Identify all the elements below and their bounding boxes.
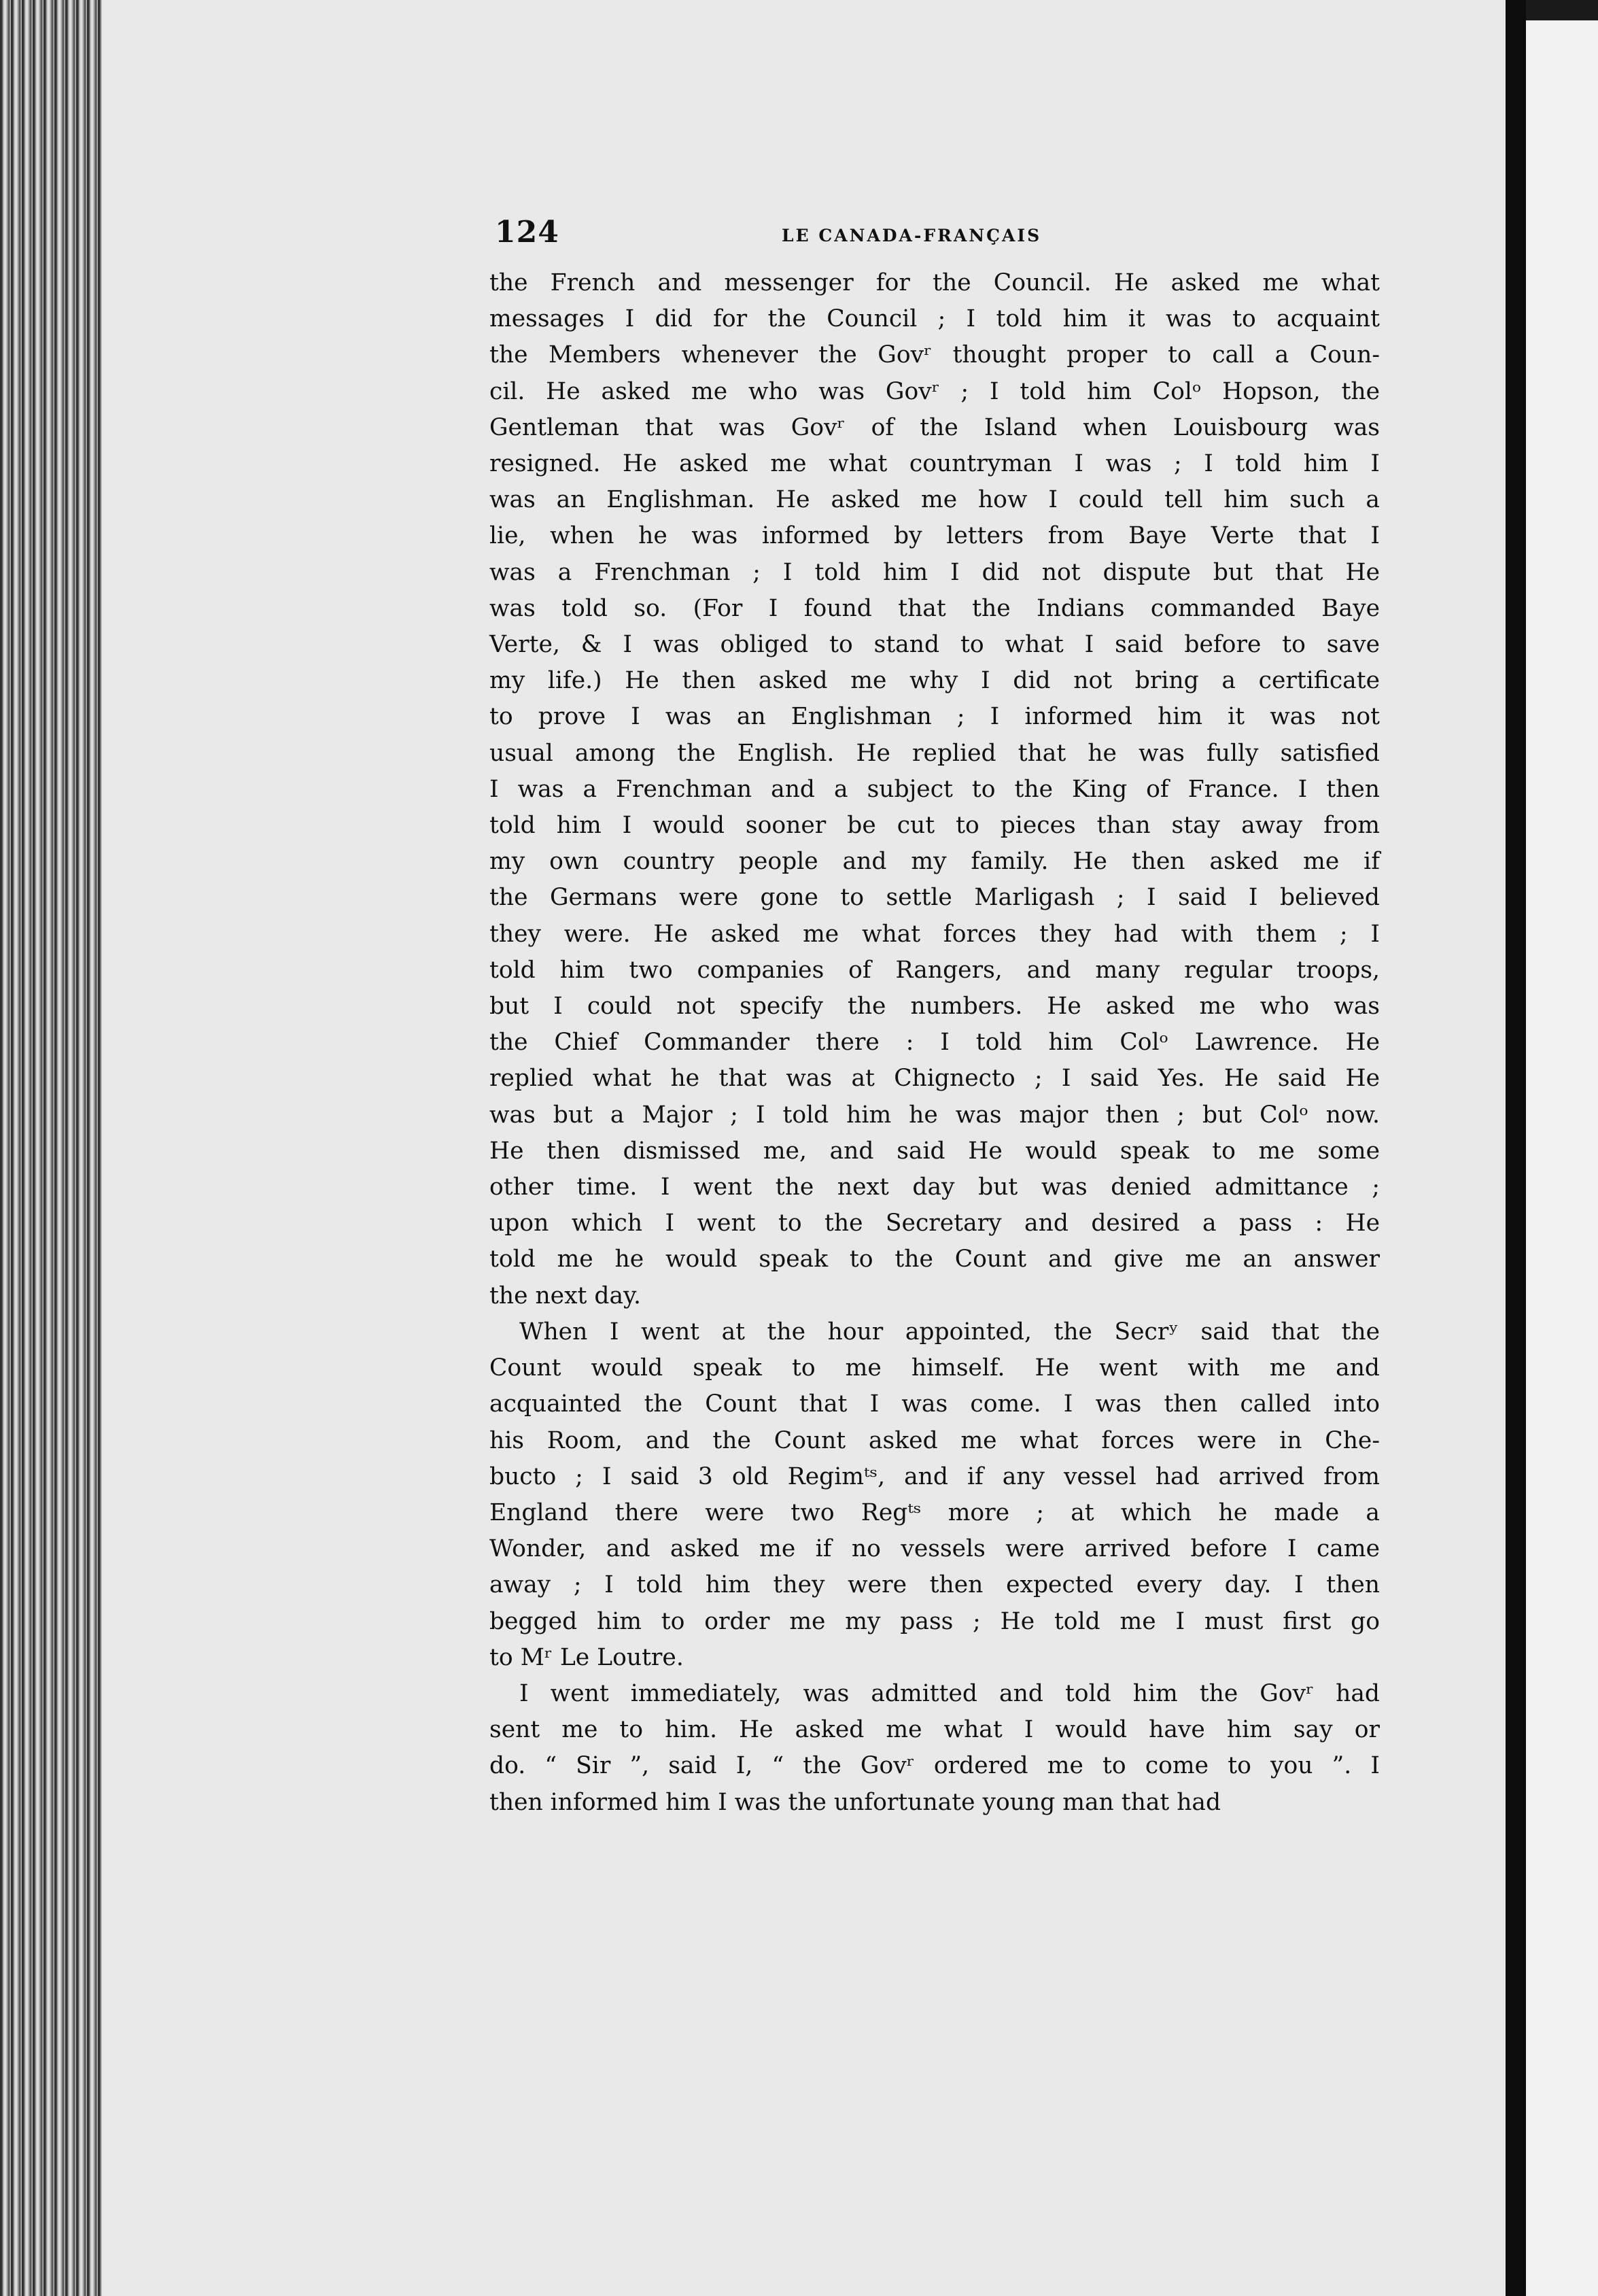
text-line: to prove I was an Englishman ; I informed him it was not	[489, 703, 1380, 731]
right-gutter-shadow	[1506, 0, 1526, 2296]
text-line: begged him to order me my pass ; He told me I must first go	[489, 1607, 1380, 1635]
text-line: told him two companies of Rangers, and many regular troops,	[489, 956, 1380, 984]
text-line: they were. He asked me what forces they had with them ; I	[489, 920, 1380, 948]
text-line: replied what he that was at Chignecto ; I said Yes. He said He	[489, 1065, 1380, 1093]
text-line: other time. I went the next day but was denied admittance ;	[489, 1173, 1380, 1201]
text-line: do. “ Sir ”, said I, “ the Govʳ ordered me to come to you ”. I	[489, 1752, 1380, 1780]
book-page-edges	[0, 0, 112, 2296]
text-line: Verte, & I was obliged to stand to what I said before to save	[489, 631, 1380, 659]
text-line: the Germans were gone to settle Marligash ; I said I believed	[489, 884, 1380, 912]
text-line: was an Englishman. He asked me how I could tell him such a	[489, 486, 1380, 514]
text-line: I was a Frenchman and a subject to the King of France. I then	[489, 775, 1380, 803]
text-line: upon which I went to the Secretary and desired a pass : He	[489, 1210, 1380, 1237]
paragraph	[489, 1676, 1380, 1821]
text-line: his Room, and the Count asked me what forces were in Che-	[489, 1426, 1380, 1454]
text-line: the Members whenever the Govʳ thought proper to call a Coun-	[489, 341, 1380, 369]
text-line: was told so. (For I found that the Indians commanded Baye	[489, 594, 1380, 622]
text-line: resigned. He asked me what countryman I was ; I told him I	[489, 450, 1380, 478]
text-line: England there were two Regᵗˢ more ; at which he made a	[489, 1498, 1380, 1526]
text-line: lie, when he was informed by letters from Baye Verte that I	[489, 522, 1380, 550]
text-line: Wonder, and asked me if no vessels were arrived before I came	[489, 1535, 1380, 1563]
text-line: Gentleman that was Govʳ of the Island when Louisbourg was	[489, 413, 1380, 441]
text-line: usual among the English. He replied that he was fully satisfied	[489, 739, 1380, 767]
page-text-block	[489, 211, 1380, 1821]
text-line: the next day.	[489, 1282, 641, 1309]
text-line: told him I would sooner be cut to pieces than stay away from	[489, 812, 1380, 840]
text-line: sent me to him. He asked me what I would have him say or	[489, 1716, 1380, 1744]
running-head: LE CANADA-FRANÇAIS	[782, 226, 1042, 245]
text-line: acquainted the Count that I was come. I was then called into	[489, 1390, 1380, 1418]
text-line: He then dismissed me, and said He would speak to me some	[489, 1137, 1380, 1165]
text-line: messages I did for the Council ; I told him it was to acquaint	[489, 305, 1380, 333]
text-line: I went immediately, was admitted and told him the Govʳ had	[519, 1679, 1380, 1707]
text-line: then informed him I was the unfortunate young man that had	[489, 1788, 1221, 1816]
text-line: told me he would speak to the Count and give me an answer	[489, 1246, 1380, 1273]
text-line: cil. He asked me who was Govʳ ; I told him Colᵒ Hopson, the	[489, 377, 1380, 405]
text-line: the Chief Commander there : I told him Colᵒ Lawrence. He	[489, 1029, 1380, 1057]
text-line: away ; I told him they were then expected every day. I then	[489, 1571, 1380, 1599]
text-line: bucto ; I said 3 old Regimᵗˢ, and if any vessel had arrived from	[489, 1462, 1380, 1490]
text-line: was a Frenchman ; I told him I did not dispute but that He	[489, 558, 1380, 586]
text-line: my life.) He then asked me why I did not bring a certificate	[489, 667, 1380, 695]
text-line: When I went at the hour appointed, the Secrʸ said that the	[519, 1318, 1380, 1346]
text-line: was but a Major ; I told him he was major then ; but Colᵒ now.	[489, 1101, 1380, 1129]
facing-page-top-shadow	[1526, 0, 1598, 20]
text-line: the French and messenger for the Council. He asked me what	[489, 269, 1380, 296]
text-line: but I could not specify the numbers. He asked me who was	[489, 993, 1380, 1021]
facing-page-edge	[1526, 0, 1598, 2296]
text-line: to Mʳ Le Loutre.	[489, 1643, 684, 1671]
text-line: my own country people and my family. He then asked me if	[489, 848, 1380, 876]
paragraph	[489, 265, 1380, 1314]
page-number: 124	[495, 215, 559, 250]
body-text	[489, 265, 1380, 1821]
page-header	[489, 211, 1380, 265]
paragraph	[489, 1314, 1380, 1676]
text-line: Count would speak to me himself. He went with me and	[489, 1354, 1380, 1382]
